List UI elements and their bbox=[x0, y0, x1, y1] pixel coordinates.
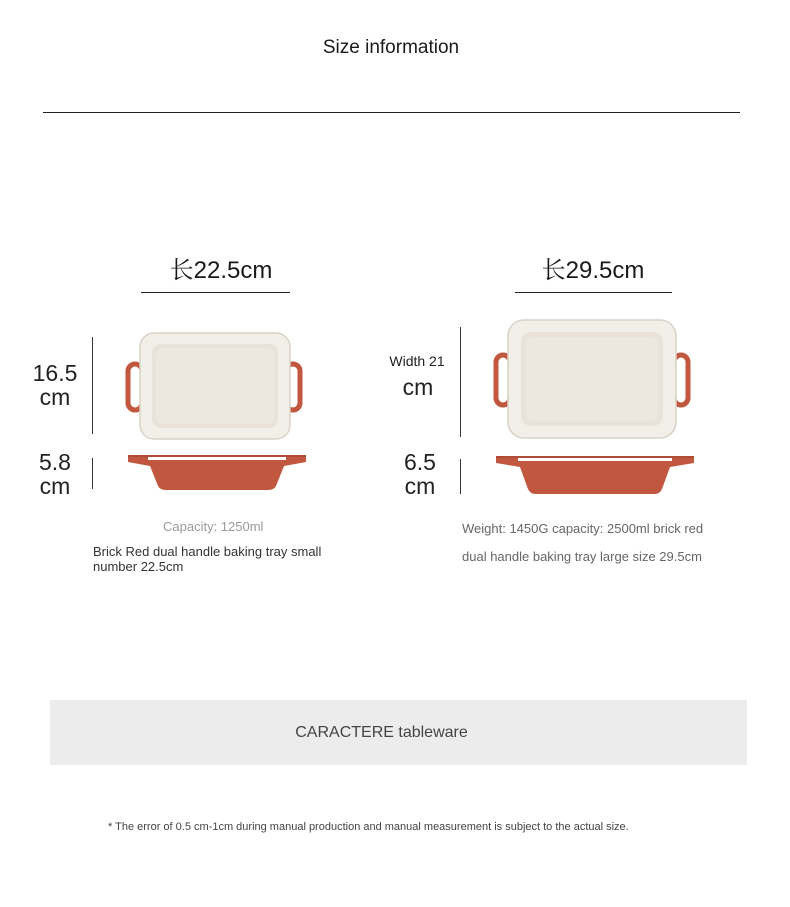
large-tray-description-line2: dual handle baking tray large size 29.5cm bbox=[462, 549, 702, 564]
small-tray-width-value: 16.5 bbox=[32, 360, 78, 386]
large-tray-width-line bbox=[460, 327, 461, 437]
large-tray-length-rule bbox=[515, 292, 672, 293]
small-tray-side-view-image bbox=[126, 452, 308, 492]
small-tray-width-unit: cm bbox=[39, 384, 71, 410]
large-tray-height-unit: cm bbox=[404, 473, 436, 499]
small-tray-capacity: Capacity: 1250ml bbox=[163, 519, 264, 534]
small-tray-description: Brick Red dual handle baking tray small number 22.5cm bbox=[93, 544, 322, 574]
brand-name: CARACTERE tableware bbox=[295, 724, 468, 741]
page-title: Size information bbox=[322, 37, 460, 58]
large-tray-height-value: 6.5 bbox=[404, 449, 436, 475]
small-tray-height-value: 5.8 bbox=[39, 449, 71, 475]
small-tray-length-rule bbox=[141, 292, 290, 293]
size-error-footnote: * The error of 0.5 cm-1cm during manual production and manual measurement is subject to the actual size. bbox=[108, 821, 629, 833]
small-tray-length-label: 长22.5cm bbox=[169, 257, 273, 284]
large-tray-length-label: 长29.5cm bbox=[541, 257, 645, 284]
small-tray-width-line bbox=[92, 337, 93, 434]
large-tray-description-line1: Weight: 1450G capacity: 2500ml brick red bbox=[462, 521, 704, 536]
large-tray-width-unit: cm bbox=[402, 374, 434, 400]
large-tray-height-line bbox=[460, 459, 461, 494]
large-tray-width-prefix: Width 21 bbox=[389, 353, 445, 369]
small-tray-height-line bbox=[92, 458, 93, 489]
large-tray-top-view-image bbox=[494, 317, 692, 441]
title-divider bbox=[43, 112, 740, 113]
small-tray-top-view-image bbox=[126, 330, 306, 442]
large-tray-side-view-image bbox=[494, 453, 696, 497]
small-tray-height-unit: cm bbox=[39, 473, 71, 499]
